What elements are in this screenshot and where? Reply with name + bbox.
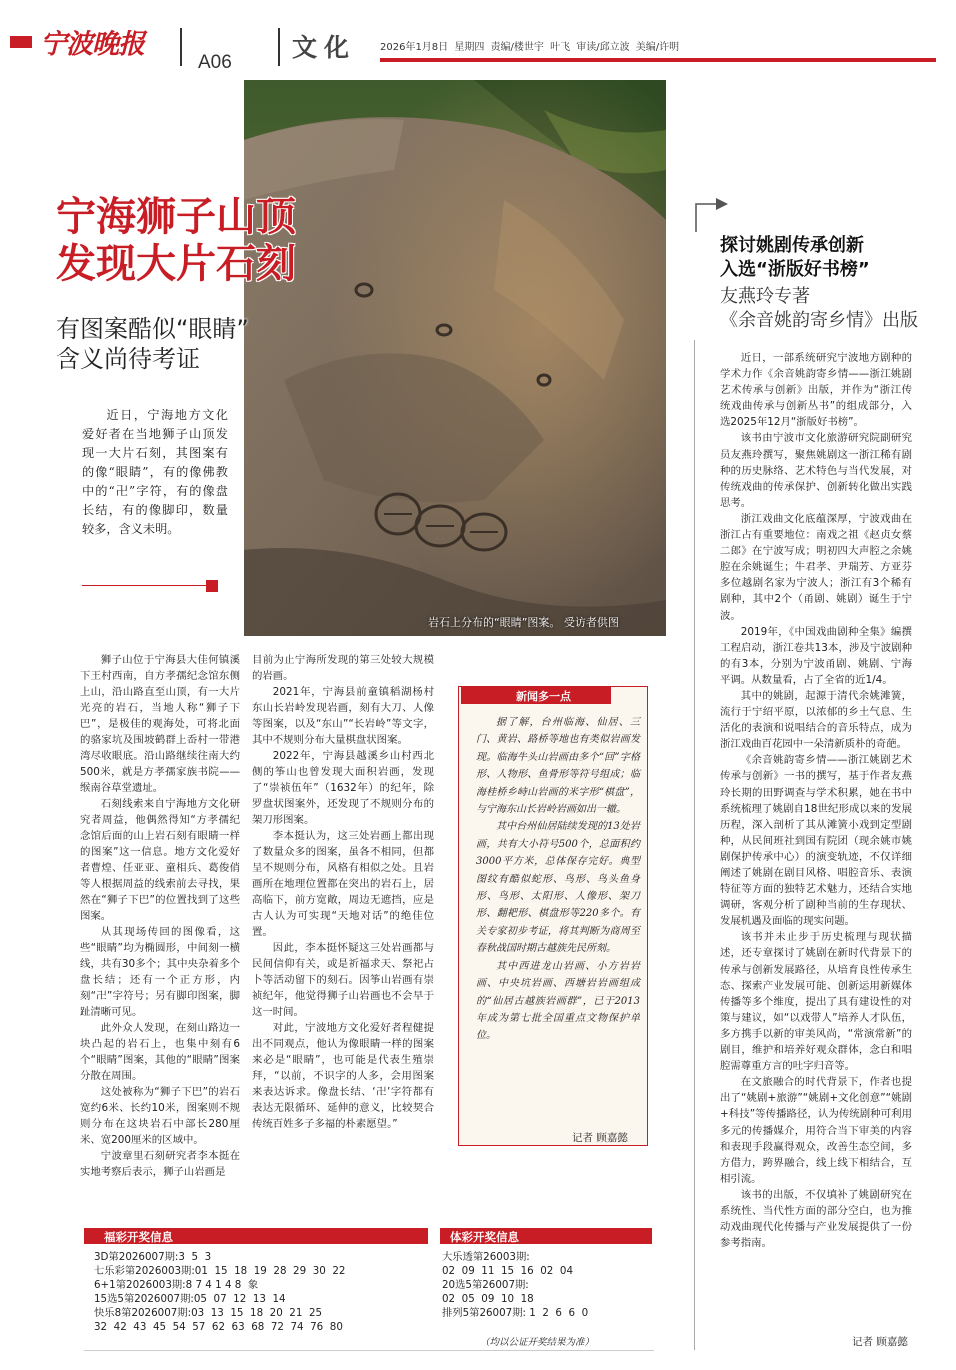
reporter-byline: 记者 顾嘉懿 [572, 1132, 628, 1144]
news-extra-title: 新闻多一点 [516, 690, 571, 703]
sports-lottery-title: 体彩开奖信息 [450, 1230, 519, 1244]
paragraph: 李本挺认为，这三处岩画上都出现了数量众多的图案，虽各不相同，但都呈不规则分布，风格有相似之处。且岩画所在地理位置都在突出的岩石上，居高临下，前方宽敞，周边无遮挡，应是古人认为可实现“天地对话”的绝佳位置。 [252, 830, 434, 938]
lottery-line: 快乐8第2026007期:03 13 15 18 20 21 25 [94, 1307, 323, 1319]
paragraph: 对此，宁波地方文化爱好者程健提出不同观点，他认为像眼睛一样的图案来必是“眼睛”，也可能是代表生殖崇拜，“以前，不识字的人多，会用图案来表达诉求。像盘长结、‘卍’字符都有表达无限循环、延伸的意义，比较契合传统百姓多子多福的朴素愿望。” [252, 1022, 434, 1130]
paragraph: 其中台州仙居陆续发现的13处岩画，共有大小符号500个，总面积约3000平方米，总体保存完好。典型图纹有酷似蛇形、鸟形、鸟头鱼身形、鸟形、太阳形、人像形、架刀形、翻耙形、棋盘形等220多个。有关专家初步考证，将其判断为商周至春秋战国时期古越族先民所刻。 [476, 821, 640, 955]
paragraph: 此外众人发现，在刻山路边一块凸起的岩石上，也集中刻有6个“眼睛”图案，其他的“眼睛”图案分散在周围。 [80, 1022, 240, 1082]
subhead-line: 含义尚待考证 [56, 345, 200, 373]
paragraph: 目前为止宁海所发现的第三处较大规模的岩画。 [252, 654, 434, 682]
newspaper-logo: 宁波晚报 [40, 29, 144, 60]
paragraph: 据了解，台州临海、仙居、三门、黄岩、路桥等地也有类似岩画发现。临海牛头山岩画由多个“回”字格形、人物形、鱼骨形等符号组成；临海桂桥乡峙山岩画的米字形“棋盘”，与宁海东山长岩岭岩画如出一辙。 [476, 717, 640, 816]
paragraph: 其中西进龙山岩画、小方岩岩画、中央坑岩画、西塘岩岩画组成的“仙居古越族岩画群”，已于2013年成为第七批全国重点文物保护单位。 [476, 960, 640, 1042]
paragraph: 近日，一部系统研究宁波地方剧种的学术力作《余音姚韵寄乡情——浙江姚剧艺术传承与创新》出版，并作为“浙江传统戏曲传承与创新丛书”的组成部分，入选2025年12月“浙版好书榜”。 [720, 352, 912, 429]
article-column-1 [80, 652, 240, 1180]
paragraph: 浙江戏曲文化底蕴深厚，宁波戏曲在浙江占有重要地位：南戏之祖《赵贞女蔡二郎》在宁波写成；明初四大声腔之余姚腔在余姚诞生；牛君孝、尹瑞芳、方亚芬多位越剧名家为宁波人；浙江有3个稀有剧种，其中2个（甬剧、姚剧）诞生于宁波。 [720, 512, 912, 622]
lottery-line: 32 42 43 45 54 57 62 63 68 72 74 76 80 [94, 1321, 343, 1333]
paragraph: 狮子山位于宁海县大佳何镇溪下王村西南，自方孝孺纪念馆东侧上山，沿山路直至山顶，有一大片光亮的岩石，当地人称“狮子下巴”，是极佳的观海处，可将北面的骆家坑及围坡鹤群上岙村一带港湾尽收眼底。沿山路继续往南大约500米，就是方孝孺家族书院——缑南谷草堂遗址。 [80, 654, 240, 794]
news-extra-body [476, 714, 640, 1045]
lottery-note: （均以公证开奖结果为准） [480, 1337, 595, 1348]
lottery-line: 6+1第2026003期:8 7 4 1 4 8 象 [94, 1279, 259, 1291]
column-divider [694, 340, 695, 1350]
welfare-lottery-results [94, 1250, 434, 1334]
side-article-subheadline [720, 285, 930, 333]
arrow-corner-icon [694, 174, 734, 234]
paragraph: 2022年，宁海县越溪乡山村西北侧的筝山也曾发现大面积岩画，发现了“崇祯伍年”（1632年）的纪年，除罗盘状图案外，还发现了不规则分布的架刀形图案。 [252, 750, 434, 826]
lead-paragraph: 近日，宁海地方文化爱好者在当地狮子山顶发现一大片石刻，其图案有的像“眼睛”，有的像佛教中的“卍”字符，有的像盘长结，有的像脚印，数量较多，含义未明。 [82, 408, 228, 536]
paragraph: 2021年，宁海县前童镇稻湖杨村东山长岩岭发现岩画，刻有大刀、人像等图案，以及“东山”“长岩岭”等文字，其中不规则分布大量棋盘状图案。 [252, 686, 434, 746]
lottery-line: 15选5第2026007期:05 07 12 13 14 [94, 1293, 286, 1305]
paragraph: 该书的出版，不仅填补了姚剧研究在系统性、当代性方面的部分空白，也为推动戏曲现代化传播与产业发展提供了一份参考指南。 [720, 1188, 912, 1250]
article-column-2 [252, 652, 434, 1132]
paragraph: 宁波章里石刻研究者李本挺在实地考察后表示，狮子山岩画是 [80, 1150, 240, 1178]
photo-caption: 岩石上分布的“眼睛”图案。 受访者供图 [428, 616, 619, 629]
masthead-red-bar [10, 36, 32, 48]
main-subheadline [56, 314, 356, 374]
welfare-lottery-title: 福彩开奖信息 [104, 1230, 173, 1244]
subhead-line: 友燕玲专著 [720, 286, 810, 307]
lottery-line: 02 09 11 15 16 02 04 [442, 1265, 573, 1277]
paragraph: 从其现场传回的图像看，这些“眼睛”均为椭圆形，中间刻一横线，共有30多个；其中央杂着多个盘长结；还有一个正方形，内刻“卍”字符号；另有脚印图案，脚趾清晰可见。 [80, 926, 240, 1018]
side-article-headline [720, 234, 930, 282]
masthead-divider [180, 28, 182, 66]
paragraph: 该书并未止步于历史梳理与现状描述，还专章探讨了姚剧在新时代背景下的传承与创新发展路径，从培育良性传承生态、探索产业发展可能、创新运用新媒体传播等多个维度，提出了具有建设性的对策与建议，如“以戏带人”培养人才队伍，多方携手以新的审美风尚，“常演常新”的剧目，维护和培养好观众群体，念白和唱腔需尊重方言的吐字归音等。 [720, 931, 912, 1073]
masthead-red-rule [380, 58, 936, 62]
headline-line: 探讨姚剧传承创新 [720, 235, 864, 256]
paragraph: 该书由宁波市文化旅游研究院副研究员友燕玲撰写，聚焦姚剧这一浙江稀有剧种的历史脉络、艺术特色与当代发展，对传统戏曲的传承保护、创新转化做出实践思考。 [720, 432, 912, 509]
lottery-line: 02 05 09 10 18 [442, 1293, 534, 1305]
main-headline [56, 194, 396, 288]
headline-line: 宁海狮子山顶 [56, 194, 296, 240]
paragraph: 其中的姚剧，起源于清代余姚滩簧，流行于宁绍平原，以浓郁的乡土气息、生活化的表演和说唱结合的音乐特点，成为浙江戏曲百花园中一朵清新质朴的奇葩。 [720, 689, 912, 751]
bottom-rule [84, 1350, 654, 1351]
paragraph: 2019年，《中国戏曲剧种全集》编撰工程启动，浙江卷共13本，涉及宁波剧种的有3本，分别为宁波甬剧、姚剧、宁海平调。从数量看，占了全省的近1/4。 [720, 625, 912, 686]
lottery-line: 排列5第26007期: 1 2 6 6 0 [442, 1307, 589, 1319]
sports-lottery-results [442, 1250, 652, 1320]
masthead-divider [278, 28, 280, 66]
headline-line: 入选“浙版好书榜” [720, 259, 870, 280]
lottery-line: 大乐透第26003期: [442, 1251, 530, 1263]
side-article-body [720, 350, 912, 1251]
lottery-line: 3D第2026007期:3 5 3 [94, 1251, 212, 1263]
masthead [0, 0, 956, 72]
paragraph: 这处被称为“狮子下巴”的岩石宽约6米、长约10米，图案则不规则分布在这块岩石中部长280厘米、宽200厘米的区域中。 [80, 1086, 240, 1146]
reporter-byline: 记者 顾嘉懿 [852, 1336, 908, 1348]
lottery-line: 七乐彩第2026003期:01 15 18 19 28 29 30 22 [94, 1265, 346, 1277]
lead-rule [82, 585, 206, 586]
lead-red-marker [206, 580, 218, 592]
page-number: A06 [198, 52, 232, 73]
subhead-line: 《余音姚韵寄乡情》出版 [720, 310, 918, 331]
section-name: 文化 [292, 33, 357, 62]
paragraph: 石刻线索来自宁海地方文化研究者周益，他偶然得知“方孝孺纪念馆后面的山上岩石刻有眼睛一样的图案”这一信息。地方文化爱好者曹煌、任亚亚、童相兵、葛俊俏等人根据周益的线索前去寻找，果然在“狮子下巴”的位置找到了这些图案。 [80, 798, 240, 922]
subhead-line: 有图案酷似“眼睛” [56, 315, 249, 343]
headline-line: 发现大片石刻 [56, 241, 296, 287]
issue-info: 2026年1月8日 星期四 责编/楼世宇 叶飞 审读/邱立波 美编/许明 [380, 42, 680, 53]
paragraph: 在文旅融合的时代背景下，作者也提出了“姚剧+旅游”“姚剧+文化创意”“姚剧+科技”等传播路径，认为传统剧种可利用多元的传播媒介，用符合当下审美的内容和表现手段赢得观众，改善生态空间，多方借力，跨界融合，线上线下相结合，互相引流。 [720, 1076, 912, 1185]
paragraph: 《余音姚韵寄乡情——浙江姚剧艺术传承与创新》一书的撰写，基于作者友燕玲长期的田野调查与学术积累，她在书中系统梳理了姚剧自18世纪形成以来的发展历程，深入剖析了其从滩簧小戏到定型剧种，从民间班社到国有院团（现余姚市姚剧保护传承中心）的演变轨迹，不仅详细阐述了姚剧在剧目风格、唱腔音乐、表演特征等方面的独特艺术魅力，还结合实地调研，客观分析了剧种当前的生存现状、发展机遇及面临的现实问题。 [720, 754, 912, 928]
lottery-line: 20选5第26007期: [442, 1279, 529, 1291]
paragraph: 因此，李本挺怀疑这三处岩画都与民间信仰有关，或是祈福求天、祭祀占卜等活动留下的刻石。因筝山岩画有崇祯纪年，他觉得狮子山岩画也不会早于这一时间。 [252, 942, 434, 1018]
